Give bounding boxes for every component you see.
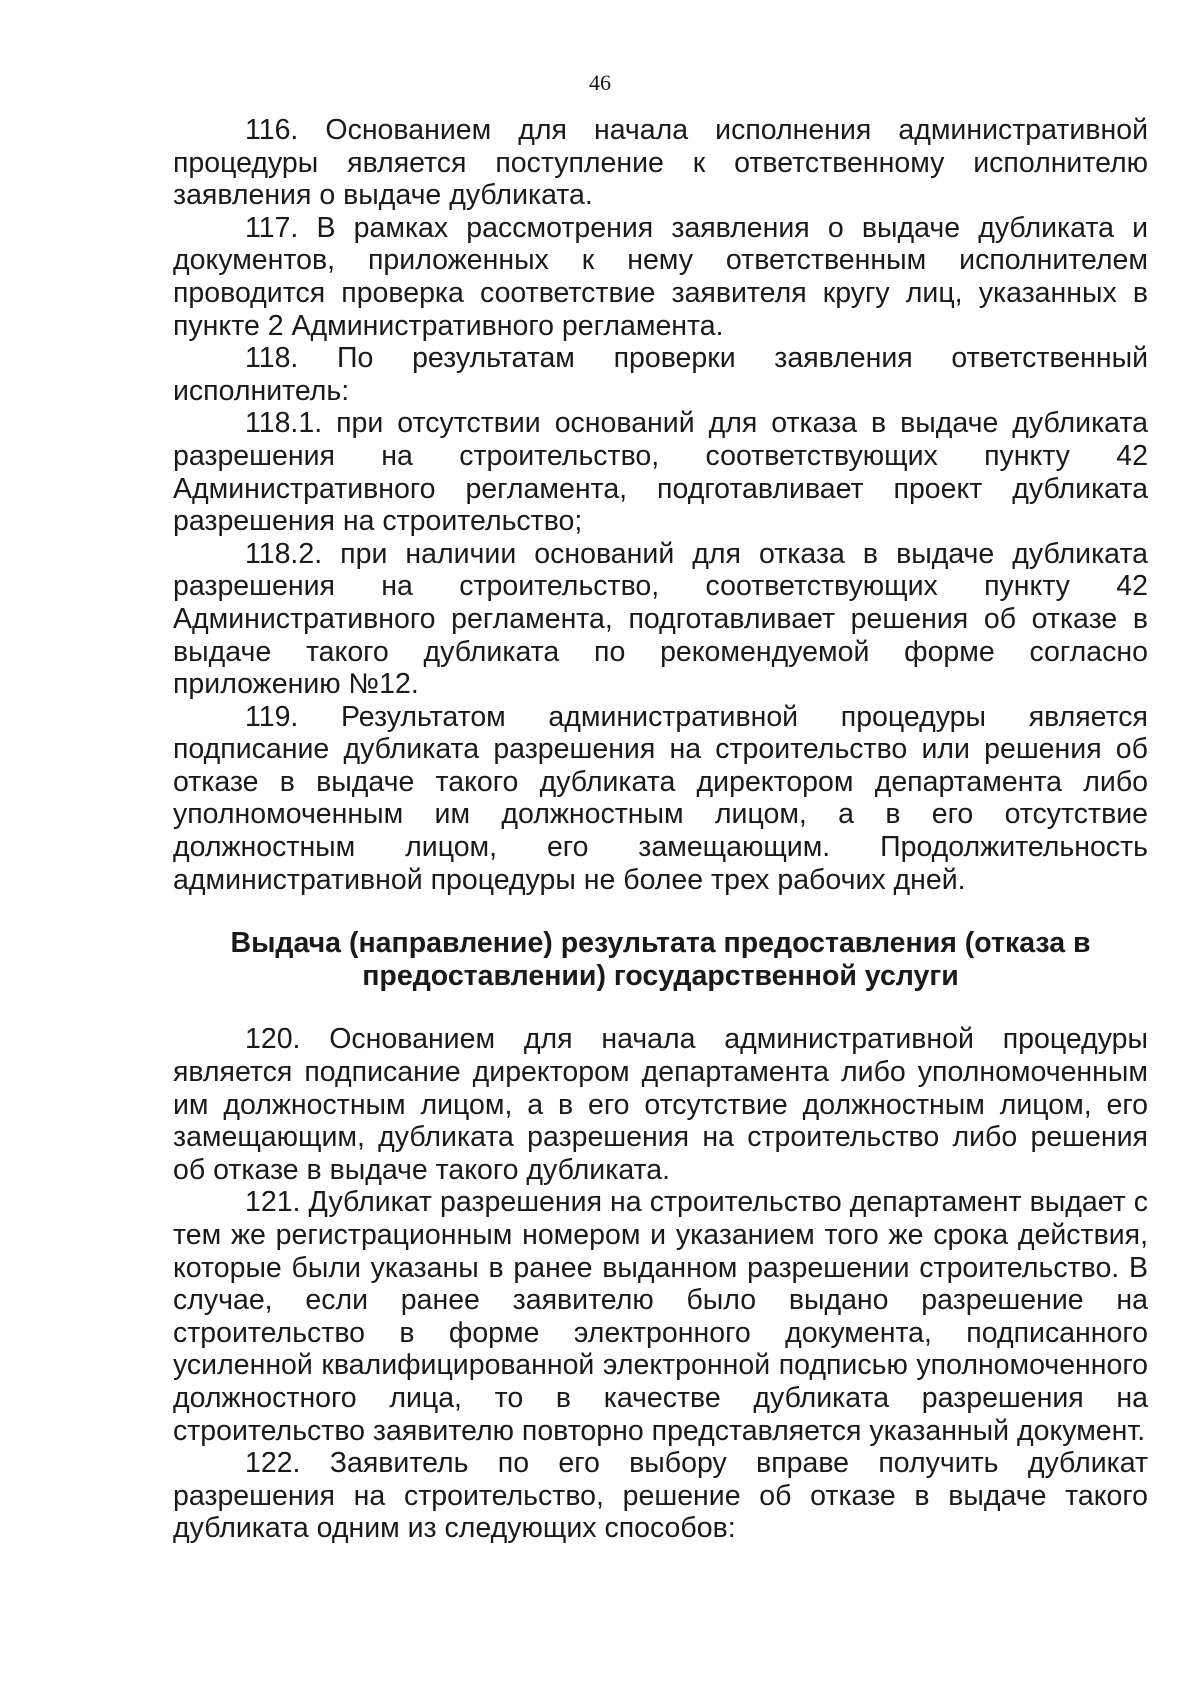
paragraph-121: 121. Дубликат разрешения на строительство департамент выдает с тем же регистрационным номером и указанием того же срока действия, которые были указаны в ранее выданном разрешении строительство. В случае, если ранее заявителю было выдано разрешение на строительство в форме электронного документа, подписанного усиленной квалифицированной электронной подписью уполномоченного должностного лица, то в качестве дубликата разрешения на строительство заявителю повторно представляется указанный документ. <box>173 1186 1148 1447</box>
paragraph-118-2: 118.2. при наличии оснований для отказа в выдаче дубликата разрешения на строительство, соответствующих пункту 42 Административного регламента, подготавливает решения об отказе в выдаче такого дубликата по рекомендуемой форме согласно приложению №12. <box>173 537 1148 701</box>
paragraph-117: 117. В рамках рассмотрения заявления о выдаче дубликата и документов, приложенных к нему ответственным исполнителем проводится проверка соответствие заявителя кругу лиц, указанных в пункте 2 Административного регламента. <box>173 211 1148 342</box>
paragraph-120: 120. Основанием для начала административной процедуры является подписание директором департамента либо уполномоченным им должностным лицом, а в его отсутствие должностным лицом, его замещающим, дубликата разрешения на строительство либо решения об отказе в выдаче такого дубликата. <box>173 1023 1148 1186</box>
document-body <box>173 114 1148 1545</box>
section-heading: Выдача (направление) результата предоставления (отказа в предоставлении) государственной услуги <box>230 927 1091 992</box>
paragraph-119: 119. Результатом административной процедуры является подписание дубликата разрешения на строительство или решения об отказе в выдаче такого дубликата директором департамента либо уполномоченным им должностным лицом, а в его отсутствие должностным лицом, его замещающим. Продолжительность административной процедуры не более трех рабочих дней. <box>173 700 1148 896</box>
paragraph-122: 122. Заявитель по его выбору вправе получить дубликат разрешения на строительство, решение об отказе в выдаче такого дубликата одним из следующих способов: <box>173 1447 1148 1545</box>
paragraph-118: 118. По результатам проверки заявления ответственный исполнитель: <box>173 342 1148 407</box>
paragraph-118-1: 118.1. при отсутствии оснований для отказа в выдаче дубликата разрешения на строительство, соответствующих пункту 42 Административного регламента, подготавливает проект дубликата разрешения на строительство; <box>173 407 1148 538</box>
page-number: 46 <box>589 70 611 95</box>
paragraph-116: 116. Основанием для начала исполнения административной процедуры является поступление к ответственному исполнителю заявления о выдаче дубликата. <box>173 114 1148 212</box>
